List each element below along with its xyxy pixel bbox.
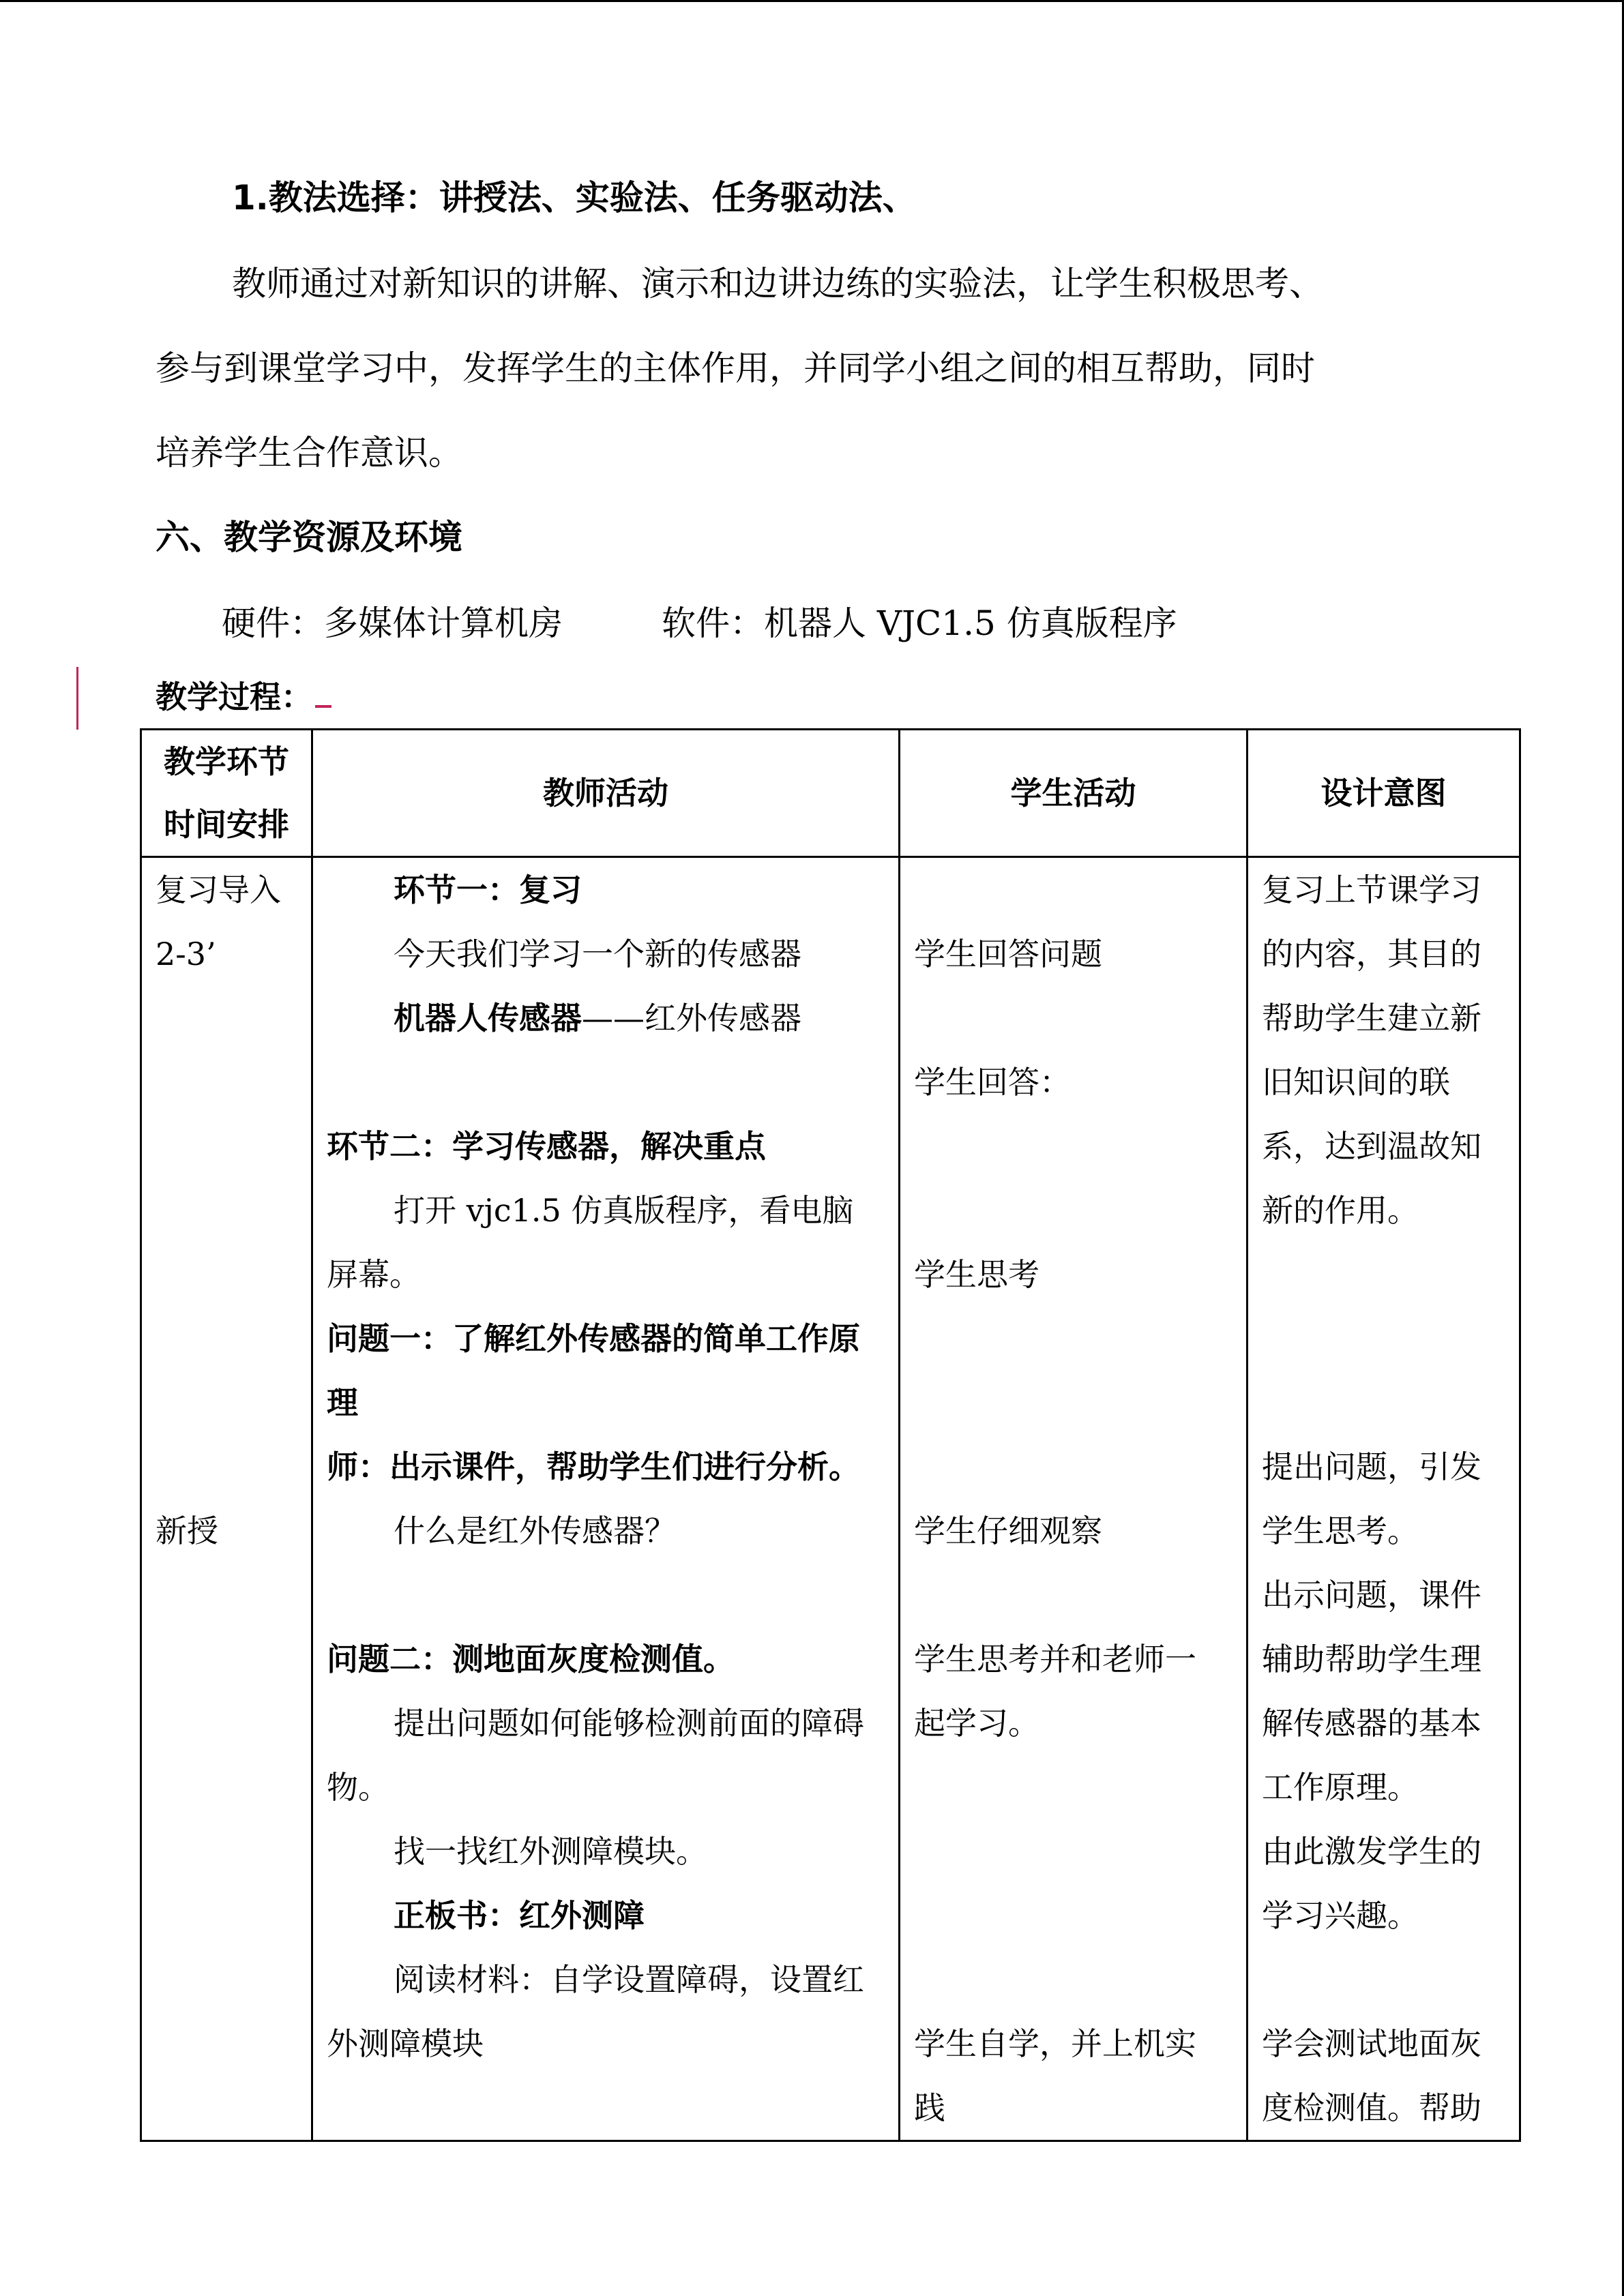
intent-line: 辅助帮助学生理 (1262, 1641, 1481, 1678)
student-line: 学生回答问题 (914, 936, 1102, 972)
teacher-line: 外测障模块 (327, 2025, 484, 2062)
hardware-text: 硬件：多媒体计算机房 (222, 603, 563, 643)
student-line: 学生仔细观察 (914, 1512, 1102, 1549)
intent-line: 旧知识间的联 (1262, 1064, 1450, 1101)
teacher-line: 物。 (327, 1769, 389, 1806)
intent-line: 学会测试地面灰 (1262, 2025, 1481, 2062)
intent-line: 度检测值。帮助 (1262, 2089, 1481, 2126)
software-text: 软件：机器人 VJC1.5 仿真版程序 (662, 603, 1177, 643)
design-intent-cell (1247, 857, 1520, 2141)
table-row (141, 857, 1520, 2141)
teacher-line: 正板书：红外测障 (394, 1897, 645, 1934)
stage-review: 复习导入 (156, 871, 281, 908)
intent-line: 系，达到温故知 (1262, 1128, 1481, 1165)
teaching-method-heading: 1.教法选择：讲授法、实验法、任务驱动法、 (232, 178, 917, 218)
teacher-line: 提出问题如何能够检测前面的障碍 (394, 1705, 864, 1742)
student-line: 学生思考并和老师一 (914, 1641, 1196, 1678)
header-stage-time (141, 730, 312, 857)
intent-line: 复习上节课学习 (1262, 871, 1481, 908)
student-line: 起学习。 (914, 1705, 1039, 1742)
student-line: 学生回答： (914, 1064, 1071, 1101)
teacher-line: 环节二：学习传感器，解决重点 (327, 1128, 766, 1165)
teacher-line: 什么是红外传感器？ (394, 1512, 676, 1549)
header-intent: 设计意图 (1247, 730, 1520, 857)
intent-line: 帮助学生建立新 (1262, 1000, 1481, 1037)
intent-line: 学习兴趣。 (1262, 1897, 1419, 1934)
teacher-line: 机器人传感器——红外传感器 (394, 1000, 801, 1037)
header-time: 时间安排 (164, 806, 289, 843)
lesson-plan-table (140, 728, 1521, 2142)
intent-line: 提出问题，引发 (1262, 1448, 1481, 1485)
teacher-line: 打开 vjc1.5 仿真版程序，看电脑 (394, 1192, 854, 1229)
method-paragraph-line-3: 培养学生合作意识。 (156, 433, 462, 473)
intent-line: 出示问题，课件 (1262, 1577, 1481, 1613)
process-label: 教学过程： (156, 675, 331, 719)
page-border-top (0, 0, 1624, 2)
header-stage: 教学环节 (164, 743, 289, 780)
revision-bar (76, 667, 78, 730)
student-line: 学生思考 (914, 1256, 1039, 1293)
teacher-line: 理 (327, 1384, 358, 1421)
teacher-line: 找一找红外测障模块。 (394, 1833, 707, 1870)
intent-line: 新的作用。 (1262, 1192, 1419, 1229)
stage-new-lesson: 新授 (156, 1512, 218, 1549)
student-line: 学生自学，并上机实 (914, 2025, 1196, 2062)
teacher-line: 屏幕。 (327, 1256, 421, 1293)
intent-line: 由此激发学生的 (1262, 1833, 1481, 1870)
teacher-activity-cell (312, 857, 900, 2141)
student-line: 践 (914, 2089, 945, 2126)
stage-cell (141, 857, 312, 2141)
header-student: 学生活动 (900, 730, 1247, 857)
intent-line: 解传感器的基本 (1262, 1705, 1481, 1742)
method-paragraph-line-2: 参与到课堂学习中，发挥学生的主体作用，并同学小组之间的相互帮助，同时 (156, 348, 1315, 388)
section-six-heading: 六、教学资源及环境 (156, 518, 462, 557)
student-activity-cell (900, 857, 1247, 2141)
table-header-row (141, 730, 1520, 857)
intent-line: 学生思考。 (1262, 1512, 1419, 1549)
method-paragraph-line-1: 教师通过对新知识的讲解、演示和边讲边练的实验法，让学生积极思考、 (232, 264, 1323, 303)
teacher-line: 问题二：测地面灰度检测值。 (327, 1641, 735, 1678)
text-caret (315, 705, 331, 708)
teacher-line: 今天我们学习一个新的传感器 (394, 936, 801, 972)
header-teacher: 教师活动 (312, 730, 900, 857)
teacher-line: 阅读材料：自学设置障碍，设置红 (394, 1961, 864, 1998)
teacher-line: 问题一：了解红外传感器的简单工作原 (327, 1320, 860, 1357)
intent-line: 的内容，其目的 (1262, 936, 1481, 972)
time-review: 2-3’ (156, 936, 216, 972)
teacher-line: 环节一：复习 (394, 871, 582, 908)
intent-line: 工作原理。 (1262, 1769, 1419, 1806)
teacher-line: 师：出示课件，帮助学生们进行分析。 (327, 1448, 860, 1485)
